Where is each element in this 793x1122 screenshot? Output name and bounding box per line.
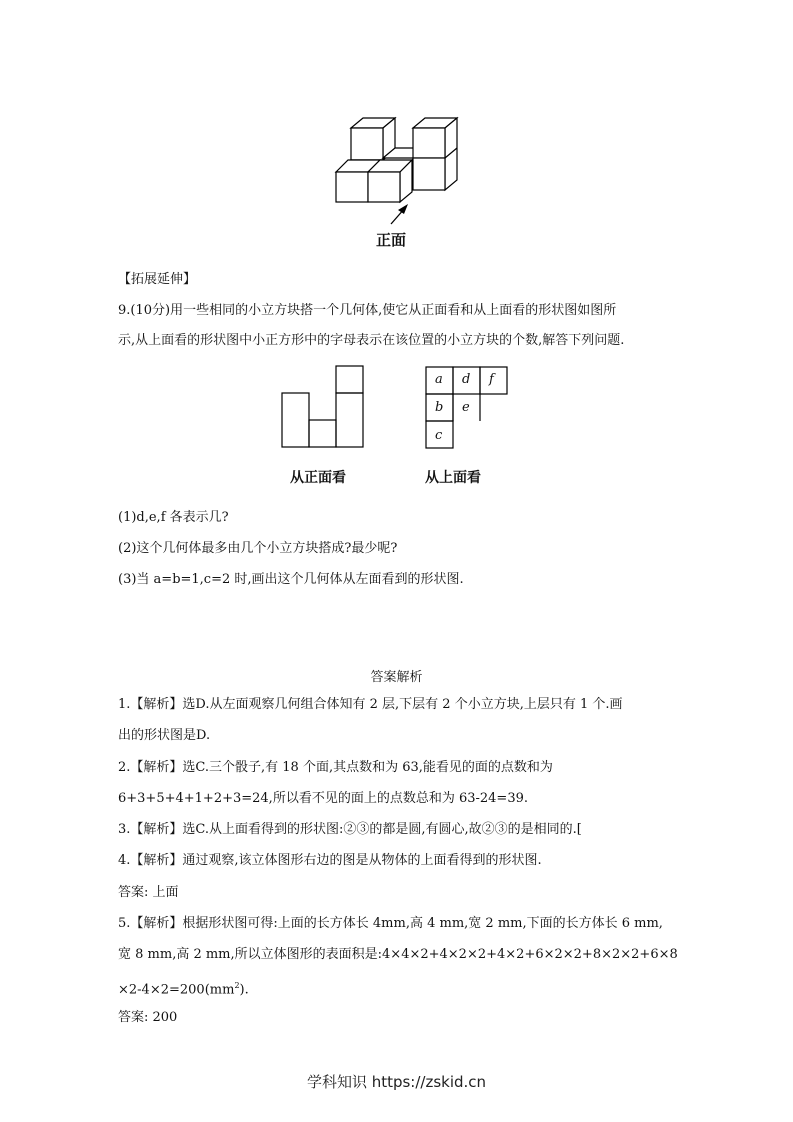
answer5-result: 答案: 200 xyxy=(118,1010,178,1025)
answer4-result: 答案: 上面 xyxy=(118,885,179,900)
question-1: (1)d,e,f 各表示几? xyxy=(118,510,229,525)
answer2-line1: 2.【解析】选C.三个骰子,有 18 个面,其点数和为 63,能看见的面的点数和为 xyxy=(118,760,553,775)
section-title: 【拓展延伸】 xyxy=(118,272,197,287)
answer2-line2: 6+3+5+4+1+2+3=24,所以看不见的面上的点数总和为 63-24=39. xyxy=(118,791,528,806)
question-3: (3)当 a=b=1,c=2 时,画出这个几何体从左面看到的形状图. xyxy=(118,572,464,587)
front-view-label: 从正面看 xyxy=(290,470,346,486)
answer5-line3-b: ). xyxy=(239,982,249,998)
answer5-sup: 2 xyxy=(234,981,240,990)
answer5-line2: 宽 8 mm,高 2 mm,所以立体图形的表面积是:4×4×2+4×2×2+4×2+6×2×2+8×2×2+6×8 xyxy=(118,947,678,962)
answer3: 3.【解析】选C.从上面看得到的形状图:②③的都是圆,有圆心,故②③的是相同的.[ xyxy=(118,822,582,837)
problem9-line1: 9.(10分)用一些相同的小立方块搭一个几何体,使它从正面看和从上面看的形状图如图所 xyxy=(118,303,617,318)
answers-title: 答案解析 xyxy=(370,670,423,685)
top-view-label: 从上面看 xyxy=(425,470,481,486)
answer5-line3 xyxy=(118,978,249,998)
front-view-caption: 正面 xyxy=(376,231,407,249)
grid-letter-c: c xyxy=(435,428,443,443)
top-view-grid xyxy=(0,0,793,500)
answer5-line3-a: ×2-4×2=200(mm xyxy=(118,982,235,998)
problem9-line2: 示,从上面看的形状图中小正方形中的字母表示在该位置的小立方块的个数,解答下列问题. xyxy=(118,333,625,348)
grid-letter-a: a xyxy=(435,372,443,387)
grid-letter-d: d xyxy=(462,372,471,387)
grid-letter-b: b xyxy=(435,400,444,415)
footer-watermark: 学科知识 https://zskid.cn xyxy=(306,1073,487,1091)
answer1-line1: 1.【解析】选D.从左面观察几何组合体知有 2 层,下层有 2 个小立方块,上层只有 1 个.画 xyxy=(118,697,623,712)
grid-letter-f: f xyxy=(489,372,494,387)
answer5-line1: 5.【解析】根据形状图可得:上面的长方体长 4mm,高 4 mm,宽 2 mm,下面的长方体长 6 mm, xyxy=(118,916,663,931)
answer4: 4.【解析】通过观察,该立体图形右边的图是从物体的上面看得到的形状图. xyxy=(118,853,542,868)
grid-letter-e: e xyxy=(462,400,470,415)
answer1-line2: 出的形状图是D. xyxy=(118,728,211,743)
question-2: (2)这个几何体最多由几个小立方块搭成?最少呢? xyxy=(118,541,398,556)
